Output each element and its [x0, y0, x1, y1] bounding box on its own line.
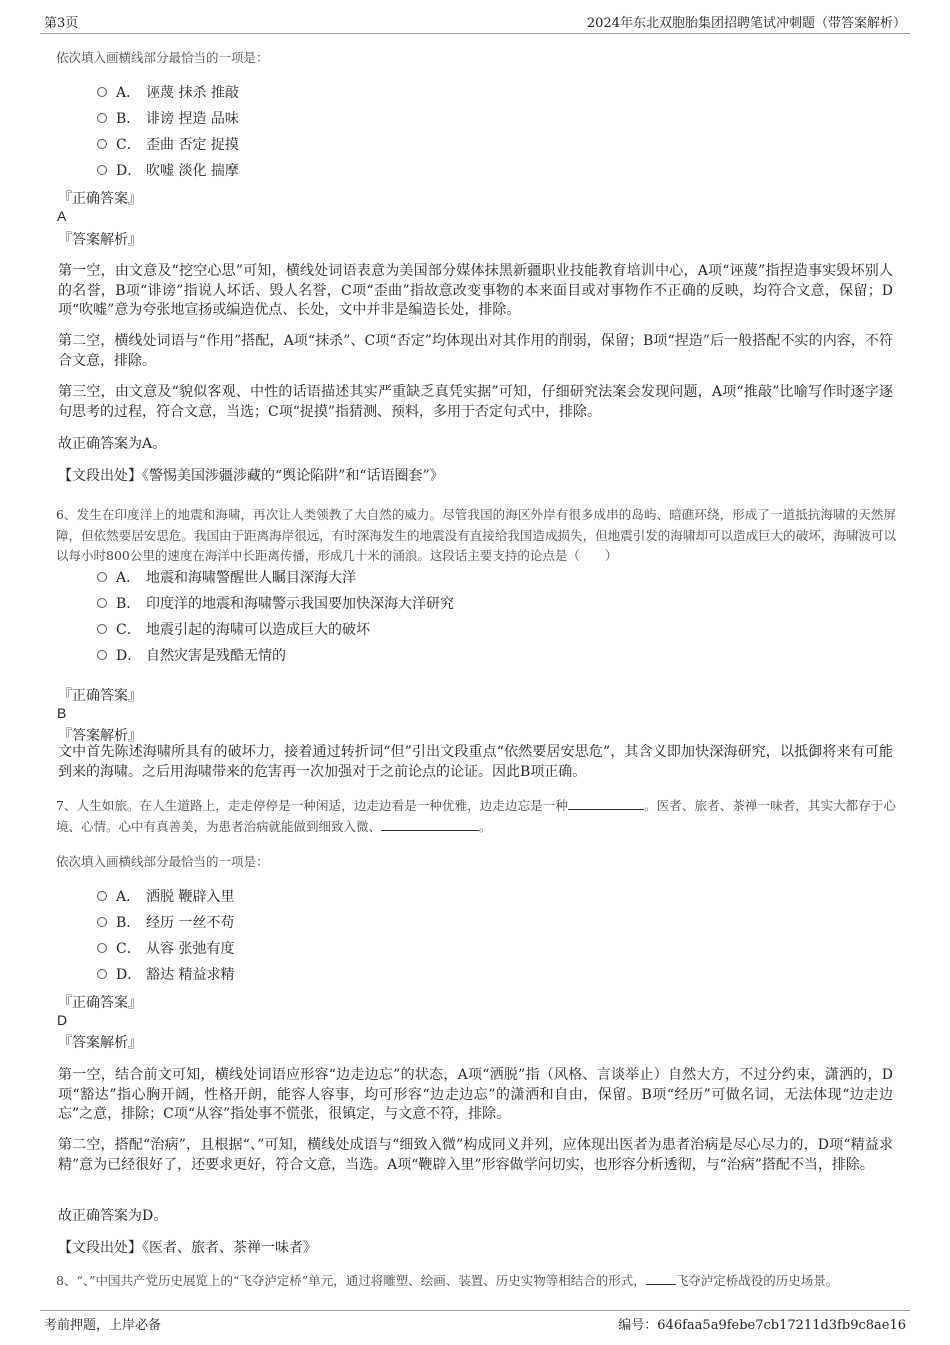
page-number: 第3页: [44, 16, 79, 31]
q6-answer: B: [57, 705, 67, 721]
q7-option-c[interactable]: C． 从容 张弛有度: [97, 938, 234, 958]
q6-analysis: 文中首先陈述海啸所具有的破坏力，接着通过转折词“但”引出文段重点“依然要居安思危”，其含义即加快深海研究，以抵御将来有可能到来的海啸。之后用海啸带来的危害再一次加强对于之前论点的论证。因此B项正确。: [58, 744, 893, 780]
q5-answer-label: 『正确答案』: [58, 191, 142, 207]
q7-option-b[interactable]: B． 经历 一丝不苟: [97, 912, 234, 932]
blank-line: [646, 1272, 676, 1285]
q6-option-d[interactable]: D． 自然灾害是残酷无情的: [97, 645, 286, 665]
radio-icon[interactable]: [97, 624, 107, 634]
q5-option-c[interactable]: C． 歪曲 否定 捉摸: [97, 134, 239, 154]
q6-option-a[interactable]: A． 地震和海啸警醒世人瞩目深海大洋: [97, 567, 356, 587]
blank-line: [568, 797, 644, 810]
q7-conclusion: 故正确答案为D。: [58, 1208, 168, 1224]
q7-option-a[interactable]: A． 洒脱 鞭辟入里: [97, 886, 234, 906]
q8-question: 8、“、”中国共产党历史展览上的“飞夺泸定桥”单元，通过将雕塑、绘画、装置、历史实物等相结合的形式， 飞夺泸定桥战役的历史场景。: [56, 1273, 839, 1288]
radio-icon[interactable]: [97, 891, 107, 901]
q6-analysis-label: 『答案解析』: [58, 728, 142, 744]
q6-option-c[interactable]: C． 地震引起的海啸可以造成巨大的破坏: [97, 619, 370, 639]
q7-source: 【文段出处】《医者、旅者、茶禅一味者》: [58, 1240, 317, 1256]
header-divider: [40, 33, 910, 34]
radio-icon[interactable]: [97, 87, 107, 97]
q5-analysis-1: 第一空，由文意及“挖空心思”可知，横线处词语表意为美国部分媒体抹黑新疆职业技能教育培训中心，A项“诬蔑”指捏造事实毁坏别人的名誉，B项“诽谤”指说人坏话、毁人名誉，C项“歪曲”指故意改变事物的本来面目或对事物作不正确的反映，均符合文意，保留；D项“吹嘘”意为夸张地宣扬或编造优点、长处，文中并非是编造长处，排除。: [58, 263, 893, 318]
q7-instruction: 依次填入画横线部分最恰当的一项是：: [56, 854, 269, 869]
radio-icon[interactable]: [97, 917, 107, 927]
radio-icon[interactable]: [97, 598, 107, 608]
radio-icon[interactable]: [97, 113, 107, 123]
q6-option-b[interactable]: B． 印度洋的地震和海啸警示我国要加快深海大洋研究: [97, 593, 454, 613]
q6-question: 6、发生在印度洋上的地震和海啸，再次让人类领教了大自然的威力。尽管我国的海区外岸有很多成串的岛屿、暗礁环绕，形成了一道抵抗海啸的天然屏障，但依然要居安思危。我国由于距离海岸很远，有时深海发生的地震没有直接给我国造成损失，但地震引发的海啸却可以造成巨大的破坏，海啸波可以以每小时800公里的速度在海洋中长距离传播，形成几十米的涌浪。这段话主要支持的论点是（ ）: [56, 507, 896, 563]
q5-source: 【文段出处】《警惕美国涉疆涉藏的“舆论陷阱”和“话语圈套”》: [58, 468, 444, 484]
document-title: 2024年东北双胞胎集团招聘笔试冲刺题（带答案解析）: [586, 16, 906, 31]
document-code: 编号：646faa5a9febe7cb17211d3fb9c8ae16: [618, 1318, 906, 1333]
radio-icon[interactable]: [97, 969, 107, 979]
q7-answer-label: 『正确答案』: [58, 995, 142, 1011]
radio-icon[interactable]: [97, 572, 107, 582]
q5-option-a[interactable]: A． 诬蔑 抹杀 推敲: [97, 82, 239, 102]
blank-line: [381, 818, 479, 831]
q7-question: 7、人生如旅。在人生道路上，走走停停是一种闲适，边走边看是一种优雅，边走边忘是一种 。医者、旅者、茶禅一味者，其实大都存于心境、心情。心中有真善美，为患者治病就能做到细致入微、 。: [56, 798, 896, 834]
q5-instruction: 依次填入画横线部分最恰当的一项是：: [56, 50, 269, 65]
radio-icon[interactable]: [97, 650, 107, 660]
q5-analysis-3: 第三空，由文意及“貌似客观、中性的话语描述其实严重缺乏真凭实据”可知，仔细研究法案会发现问题，A项“推敲”比喻写作时逐字逐句思考的过程，符合文意，当选；C项“捉摸”指猜测、预料，多用于否定句式中，排除。: [58, 384, 893, 420]
q7-analysis-label: 『答案解析』: [58, 1035, 142, 1051]
q5-option-b[interactable]: B． 诽谤 捏造 品味: [97, 108, 239, 128]
q7-answer: D: [57, 1012, 68, 1028]
q5-option-d[interactable]: D． 吹嘘 淡化 揣摩: [97, 160, 239, 180]
radio-icon[interactable]: [97, 165, 107, 175]
q7-analysis-2: 第二空，搭配“治病”，且根据“、”可知，横线处成语与“细致入微”构成同义并列，应体现出医者为患者治病是尽心尽力的，D项“精益求精”意为已经很好了，还要求更好，符合文意，当选。A项“鞭辟入里”形容做学问切实，也形容分析透彻，与“治病”搭配不当，排除。: [58, 1137, 893, 1173]
q5-analysis-label: 『答案解析』: [58, 232, 142, 248]
footer-divider: [40, 1310, 910, 1311]
footer-slogan: 考前押题，上岸必备: [44, 1318, 162, 1333]
radio-icon[interactable]: [97, 943, 107, 953]
q6-answer-label: 『正确答案』: [58, 688, 142, 704]
q5-answer: A: [57, 208, 67, 224]
q7-analysis-1: 第一空，结合前文可知，横线处词语应形容“边走边忘”的状态，A项“洒脱”指（风格、言谈举止）自然大方，不过分约束，潇洒的，D项“豁达”指心胸开阔，性格开朗，能容人容事，均可形容“边走边忘”的潇洒和自由，保留。B项“经历”可做名词，无法体现“边走边忘”之意，排除；C项“从容”指处事不慌张，很镇定，与文意不符，排除。: [58, 1067, 893, 1122]
q7-option-d[interactable]: D． 豁达 精益求精: [97, 964, 234, 984]
radio-icon[interactable]: [97, 139, 107, 149]
q5-conclusion: 故正确答案为A。: [58, 436, 167, 452]
q5-analysis-2: 第二空，横线处词语与“作用”搭配，A项“抹杀”、C项“否定”均体现出对其作用的削弱，保留；B项“捏造”后一般搭配不实的内容，不符合文意，排除。: [58, 333, 893, 369]
